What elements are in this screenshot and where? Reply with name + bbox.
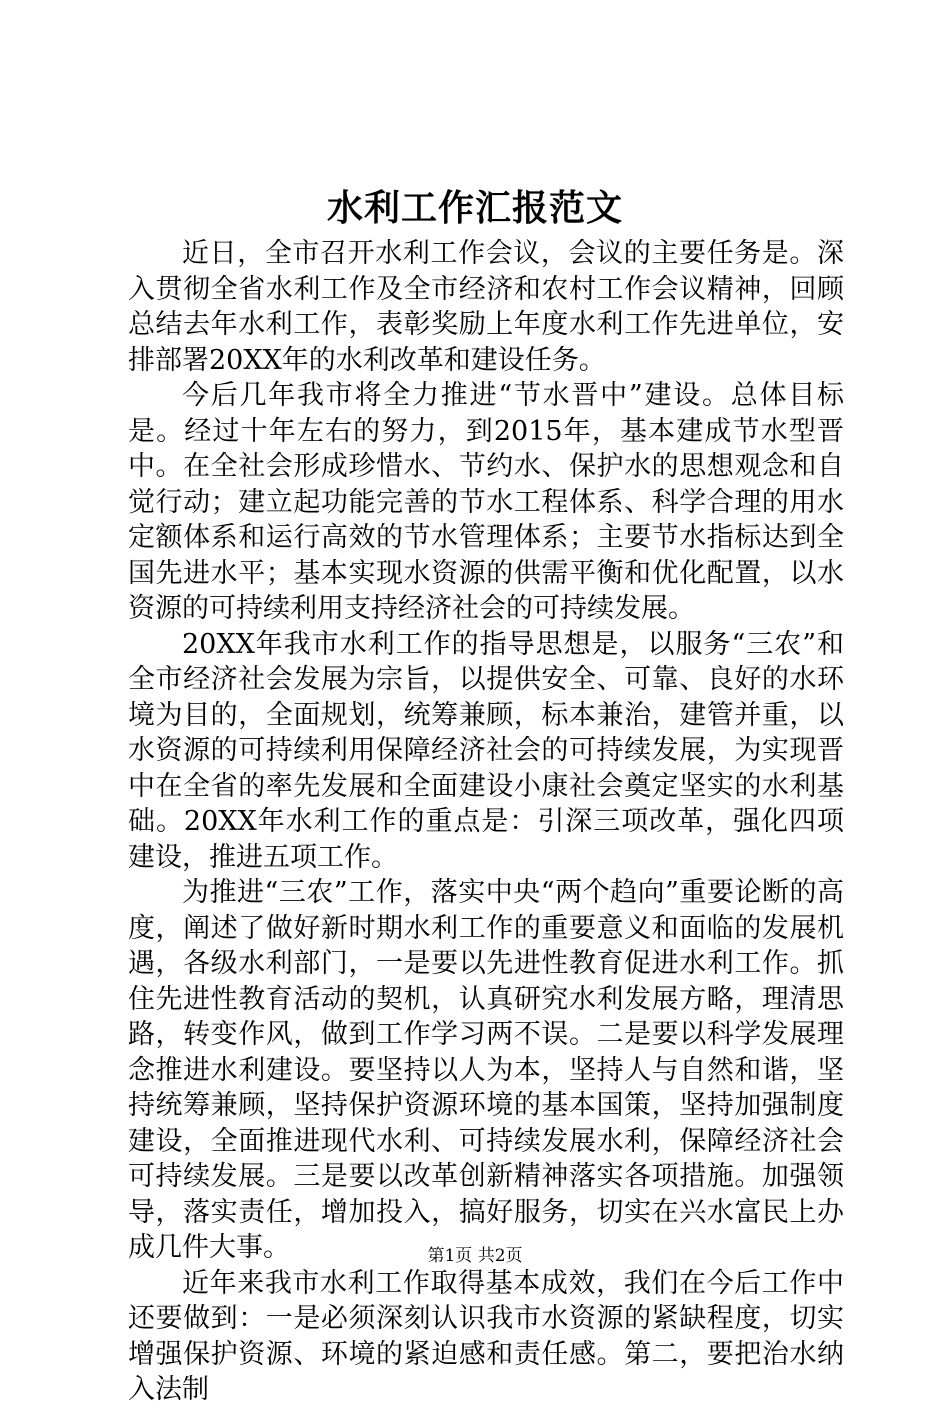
paragraph: 近年来我市水利工作取得基本成效，我们在今后工作中还要做到：一是必须深刻认识我市水资源的紧缺程度，切实增强保护资源、环境的紧迫感和责任感。第二，要把治水纳入法制 <box>128 1267 844 1405</box>
paragraph: 20XX年我市水利工作的指导思想是，以服务“三农”和全市经济社会发展为宗旨，以提供安全、可靠、良好的水环境为目的，全面规划，统筹兼顾，标本兼治，建管并重，以水资源的可持续利用保障经济社会的可持续发展，为实现晋中在全省的率先发展和全面建设小康社会奠定坚实的水利基础。20XX年水利工作的重点是：引深三项改革，强化四项建设，推进五项工作。 <box>128 628 844 873</box>
document-body <box>128 236 844 1408</box>
paragraph: 为推进“三农”工作，落实中央“两个趋向”重要论断的高度，阐述了做好新时期水利工作的重要意义和面临的发展机遇，各级水利部门，一是要以先进性教育促进水利工作。抓住先进性教育活动的契机，认真研究水利发展方略，理清思路，转变作风，做到工作学习两不误。二是要以科学发展理念推进水利建设。要坚持以人为本，坚持人与自然和谐，坚持统筹兼顾，坚持保护资源环境的基本国策，坚持加强制度建设，全面推进现代水利、可持续发展水利，保障经济社会可持续发展。三是要以改革创新精神落实各项措施。加强领导，落实责任，增加投入，搞好服务，切实在兴水富民上办成几件大事。 <box>128 877 844 1263</box>
page-number-footer: 第1页 共2页 <box>427 1246 523 1266</box>
paragraph: 近日，全市召开水利工作会议，会议的主要任务是。深入贯彻全省水利工作及全市经济和农村工作会议精神，回顾总结去年水利工作，表彰奖励上年度水利工作先进单位，安排部署20XX年的水利改革和建设任务。 <box>128 238 844 376</box>
paragraph: 今后几年我市将全力推进“节水晋中”建设。总体目标是。经过十年左右的努力，到2015年，基本建成节水型晋中。在全社会形成珍惜水、节约水、保护水的思想观念和自觉行动；建立起功能完善的节水工程体系、科学合理的用水定额体系和运行高效的节水管理体系；主要节水指标达到全国先进水平；基本实现水资源的供需平衡和优化配置，以水资源的可持续利用支持经济社会的可持续发展。 <box>128 380 844 624</box>
document-title: 水利工作汇报范文 <box>326 187 623 229</box>
